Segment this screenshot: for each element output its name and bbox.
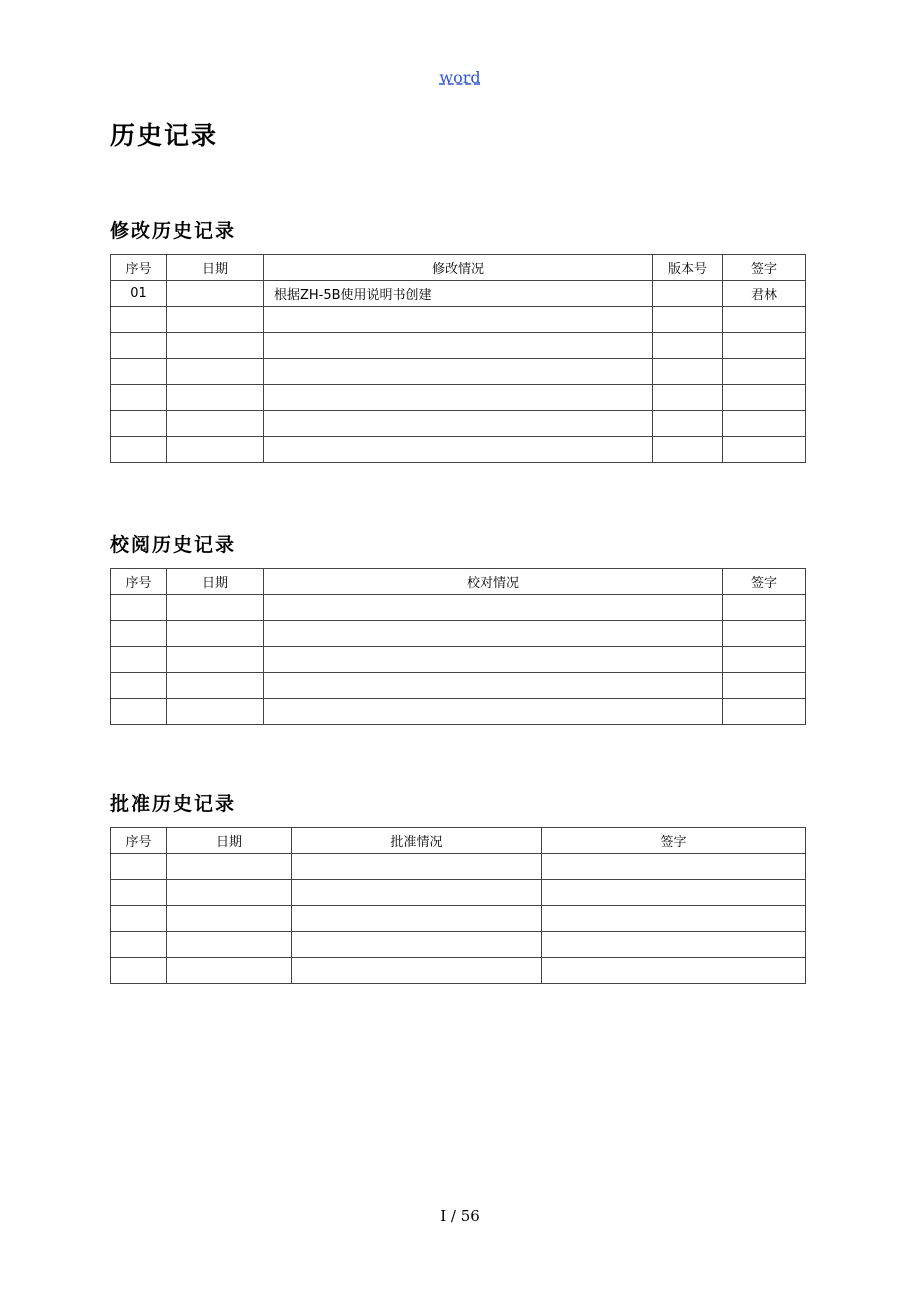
table-cell (653, 281, 723, 307)
table-cell (111, 932, 167, 958)
table-row (111, 673, 806, 699)
table-cell (723, 385, 806, 411)
table-row (111, 932, 806, 958)
table-cell: 根据ZH-5B使用说明书创建 (264, 281, 653, 307)
table-row (111, 411, 806, 437)
col-header-index: 序号 (111, 828, 167, 854)
table-cell (111, 411, 167, 437)
table-cell (111, 333, 167, 359)
col-header-signature: 签字 (542, 828, 806, 854)
col-header-date: 日期 (167, 828, 292, 854)
approve-history-table (110, 827, 806, 984)
table-cell (542, 880, 806, 906)
table-cell (167, 621, 264, 647)
table-row (111, 906, 806, 932)
table-cell (167, 699, 264, 725)
col-header-signature: 签字 (723, 255, 806, 281)
table-cell (111, 880, 167, 906)
table-cell (723, 621, 806, 647)
table-header-row (111, 828, 806, 854)
table-cell (264, 673, 723, 699)
table-cell (111, 437, 167, 463)
table-cell (167, 411, 264, 437)
table-cell (653, 333, 723, 359)
table-cell (167, 880, 292, 906)
modify-history-table (110, 254, 806, 463)
table-row (111, 333, 806, 359)
col-header-version: 版本号 (653, 255, 723, 281)
table-cell (167, 281, 264, 307)
table-row (111, 359, 806, 385)
table-cell (653, 359, 723, 385)
table-cell (653, 437, 723, 463)
page-number: I / 56 (440, 1207, 480, 1225)
col-header-review: 校对情况 (264, 569, 723, 595)
table-cell (264, 385, 653, 411)
table-cell (167, 333, 264, 359)
table-cell (723, 437, 806, 463)
table-cell (111, 359, 167, 385)
table-cell (167, 437, 264, 463)
table-cell (723, 699, 806, 725)
table-cell (264, 699, 723, 725)
table-cell (264, 437, 653, 463)
table-row (111, 880, 806, 906)
table-cell (111, 647, 167, 673)
col-header-signature: 签字 (723, 569, 806, 595)
table-cell (111, 958, 167, 984)
table-cell (542, 854, 806, 880)
table-cell (167, 673, 264, 699)
table-cell (723, 673, 806, 699)
col-header-date: 日期 (167, 255, 264, 281)
col-header-change: 修改情况 (264, 255, 653, 281)
col-header-index: 序号 (111, 569, 167, 595)
table-row (111, 621, 806, 647)
table-cell (111, 385, 167, 411)
table-cell (111, 699, 167, 725)
table-cell (264, 595, 723, 621)
table-cell (292, 958, 542, 984)
table-cell (167, 958, 292, 984)
table-row (111, 437, 806, 463)
table-cell (167, 595, 264, 621)
table-cell (292, 906, 542, 932)
table-cell (167, 647, 264, 673)
table-cell (111, 673, 167, 699)
table-cell (167, 307, 264, 333)
table-row (111, 854, 806, 880)
table-cell (292, 932, 542, 958)
table-cell (542, 906, 806, 932)
table-cell (264, 359, 653, 385)
table-cell (167, 932, 292, 958)
page-title: 历史记录 (110, 121, 219, 150)
table-cell (723, 307, 806, 333)
review-history-title: 校阅历史记录 (110, 534, 237, 556)
table-cell (264, 333, 653, 359)
table-cell (723, 595, 806, 621)
approve-history-title: 批准历史记录 (110, 793, 237, 815)
table-row (111, 699, 806, 725)
review-history-table (110, 568, 806, 725)
table-cell (167, 854, 292, 880)
table-row (111, 385, 806, 411)
table-cell (723, 359, 806, 385)
table-cell (292, 854, 542, 880)
table-row (111, 307, 806, 333)
table-cell (292, 880, 542, 906)
table-cell (167, 385, 264, 411)
table-cell (723, 647, 806, 673)
table-cell (111, 906, 167, 932)
table-cell (653, 307, 723, 333)
table-header-row (111, 255, 806, 281)
col-header-date: 日期 (167, 569, 264, 595)
table-cell (264, 307, 653, 333)
table-cell (111, 854, 167, 880)
table-row (111, 958, 806, 984)
table-cell (653, 385, 723, 411)
table-cell (167, 906, 292, 932)
col-header-index: 序号 (111, 255, 167, 281)
table-cell (542, 958, 806, 984)
table-row (111, 595, 806, 621)
header-word-link[interactable]: word (439, 68, 481, 87)
table-header-row (111, 569, 806, 595)
table-cell: 君林 (723, 281, 806, 307)
table-cell (111, 307, 167, 333)
table-row (111, 281, 806, 307)
table-cell (264, 621, 723, 647)
table-cell (542, 932, 806, 958)
table-cell (723, 333, 806, 359)
table-cell (723, 411, 806, 437)
modify-history-title: 修改历史记录 (110, 220, 237, 242)
table-cell (111, 621, 167, 647)
table-cell: 01 (111, 281, 167, 307)
table-row (111, 647, 806, 673)
table-cell (264, 647, 723, 673)
table-cell (167, 359, 264, 385)
col-header-approval: 批准情况 (292, 828, 542, 854)
table-cell (111, 595, 167, 621)
table-cell (264, 411, 653, 437)
table-cell (653, 411, 723, 437)
